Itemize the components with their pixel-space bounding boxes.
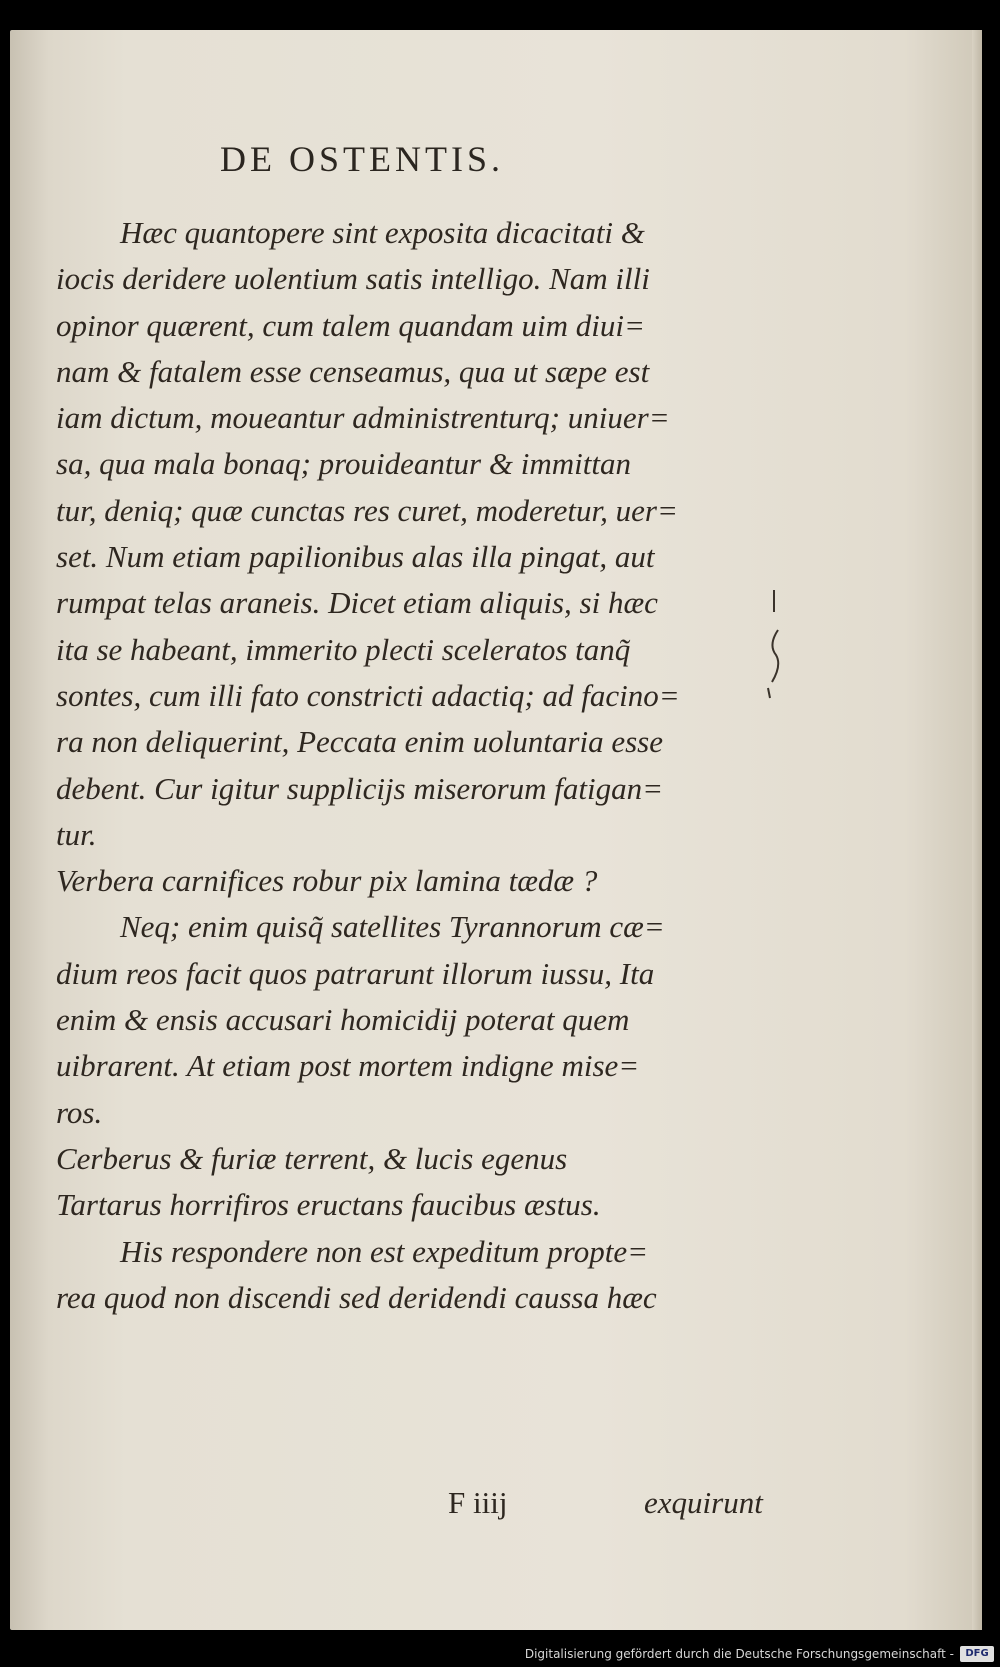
text-line: Neq; enim quisq̃ satellites Tyrannorum cæ= xyxy=(120,909,665,945)
text-line: rea quod non discendi sed deridendi caussa hæc xyxy=(56,1279,657,1315)
text-line: Cerberus & furiæ terrent, & lucis egenus xyxy=(56,1140,568,1176)
signature-mark: F iiij xyxy=(448,1485,508,1520)
text-line: ra non deliquerint, Peccata enim uoluntaria esse xyxy=(56,724,663,760)
text-line: Verbera carnifices robur pix lamina tædæ ? xyxy=(56,863,598,899)
text-line: sa, qua mala bonaq; prouideantur & immittan xyxy=(56,446,631,482)
text-line: opinor quærent, cum talem quandam uim diui= xyxy=(56,307,645,343)
text-line: rumpat telas araneis. Dicet etiam aliquis, si hæc xyxy=(56,585,658,621)
text-line: iam dictum, moueantur administrenturq; uniuer= xyxy=(56,400,670,436)
text-line: tur. xyxy=(56,816,97,852)
running-head: DE OSTENTIS. xyxy=(220,139,504,179)
book-page xyxy=(10,30,982,1630)
text-line: sontes, cum illi fato constricti adactiq; ad facino= xyxy=(56,677,680,713)
text-line: nam & fatalem esse censeamus, qua ut sæpe est xyxy=(56,353,650,389)
text-line: His respondere non est expeditum propte= xyxy=(120,1233,649,1269)
marginal-bracket-mark xyxy=(760,590,790,700)
text-line: debent. Cur igitur supplicijs miserorum fatigan= xyxy=(56,770,664,806)
footer-bar xyxy=(0,1637,1000,1667)
text-line: enim & ensis accusari homicidij poterat quem xyxy=(56,1002,630,1038)
signature-line xyxy=(56,1480,763,1526)
dfg-logo: DFG xyxy=(960,1646,994,1662)
text-line: ita se habeant, immerito plecti sceleratos tanq̃ xyxy=(56,631,631,667)
text-line: tur, deniq; quæ cunctas res curet, moderetur, uer= xyxy=(56,492,678,528)
text-line: ros. xyxy=(56,1094,103,1130)
text-line: Hæc quantopere sint exposita dicacitati & xyxy=(120,215,645,250)
text-line: iocis deridere uolentium satis intelligo. Nam illi xyxy=(56,261,650,297)
text-line: uibrarent. At etiam post mortem indigne mise= xyxy=(56,1048,640,1084)
body-text xyxy=(56,210,763,1520)
text-line: set. Num etiam papilionibus alas illa pingat, aut xyxy=(56,539,655,575)
funding-credit: Digitalisierung gefördert durch die Deutsche Forschungsgemeinschaft - xyxy=(524,1647,954,1661)
page-edge xyxy=(972,30,982,1630)
catchword: exquirunt xyxy=(644,1485,763,1520)
text-line: dium reos facit quos patrarunt illorum iussu, Ita xyxy=(56,955,655,991)
text-line: Tartarus horrifiros eructans faucibus æstus. xyxy=(56,1187,601,1223)
